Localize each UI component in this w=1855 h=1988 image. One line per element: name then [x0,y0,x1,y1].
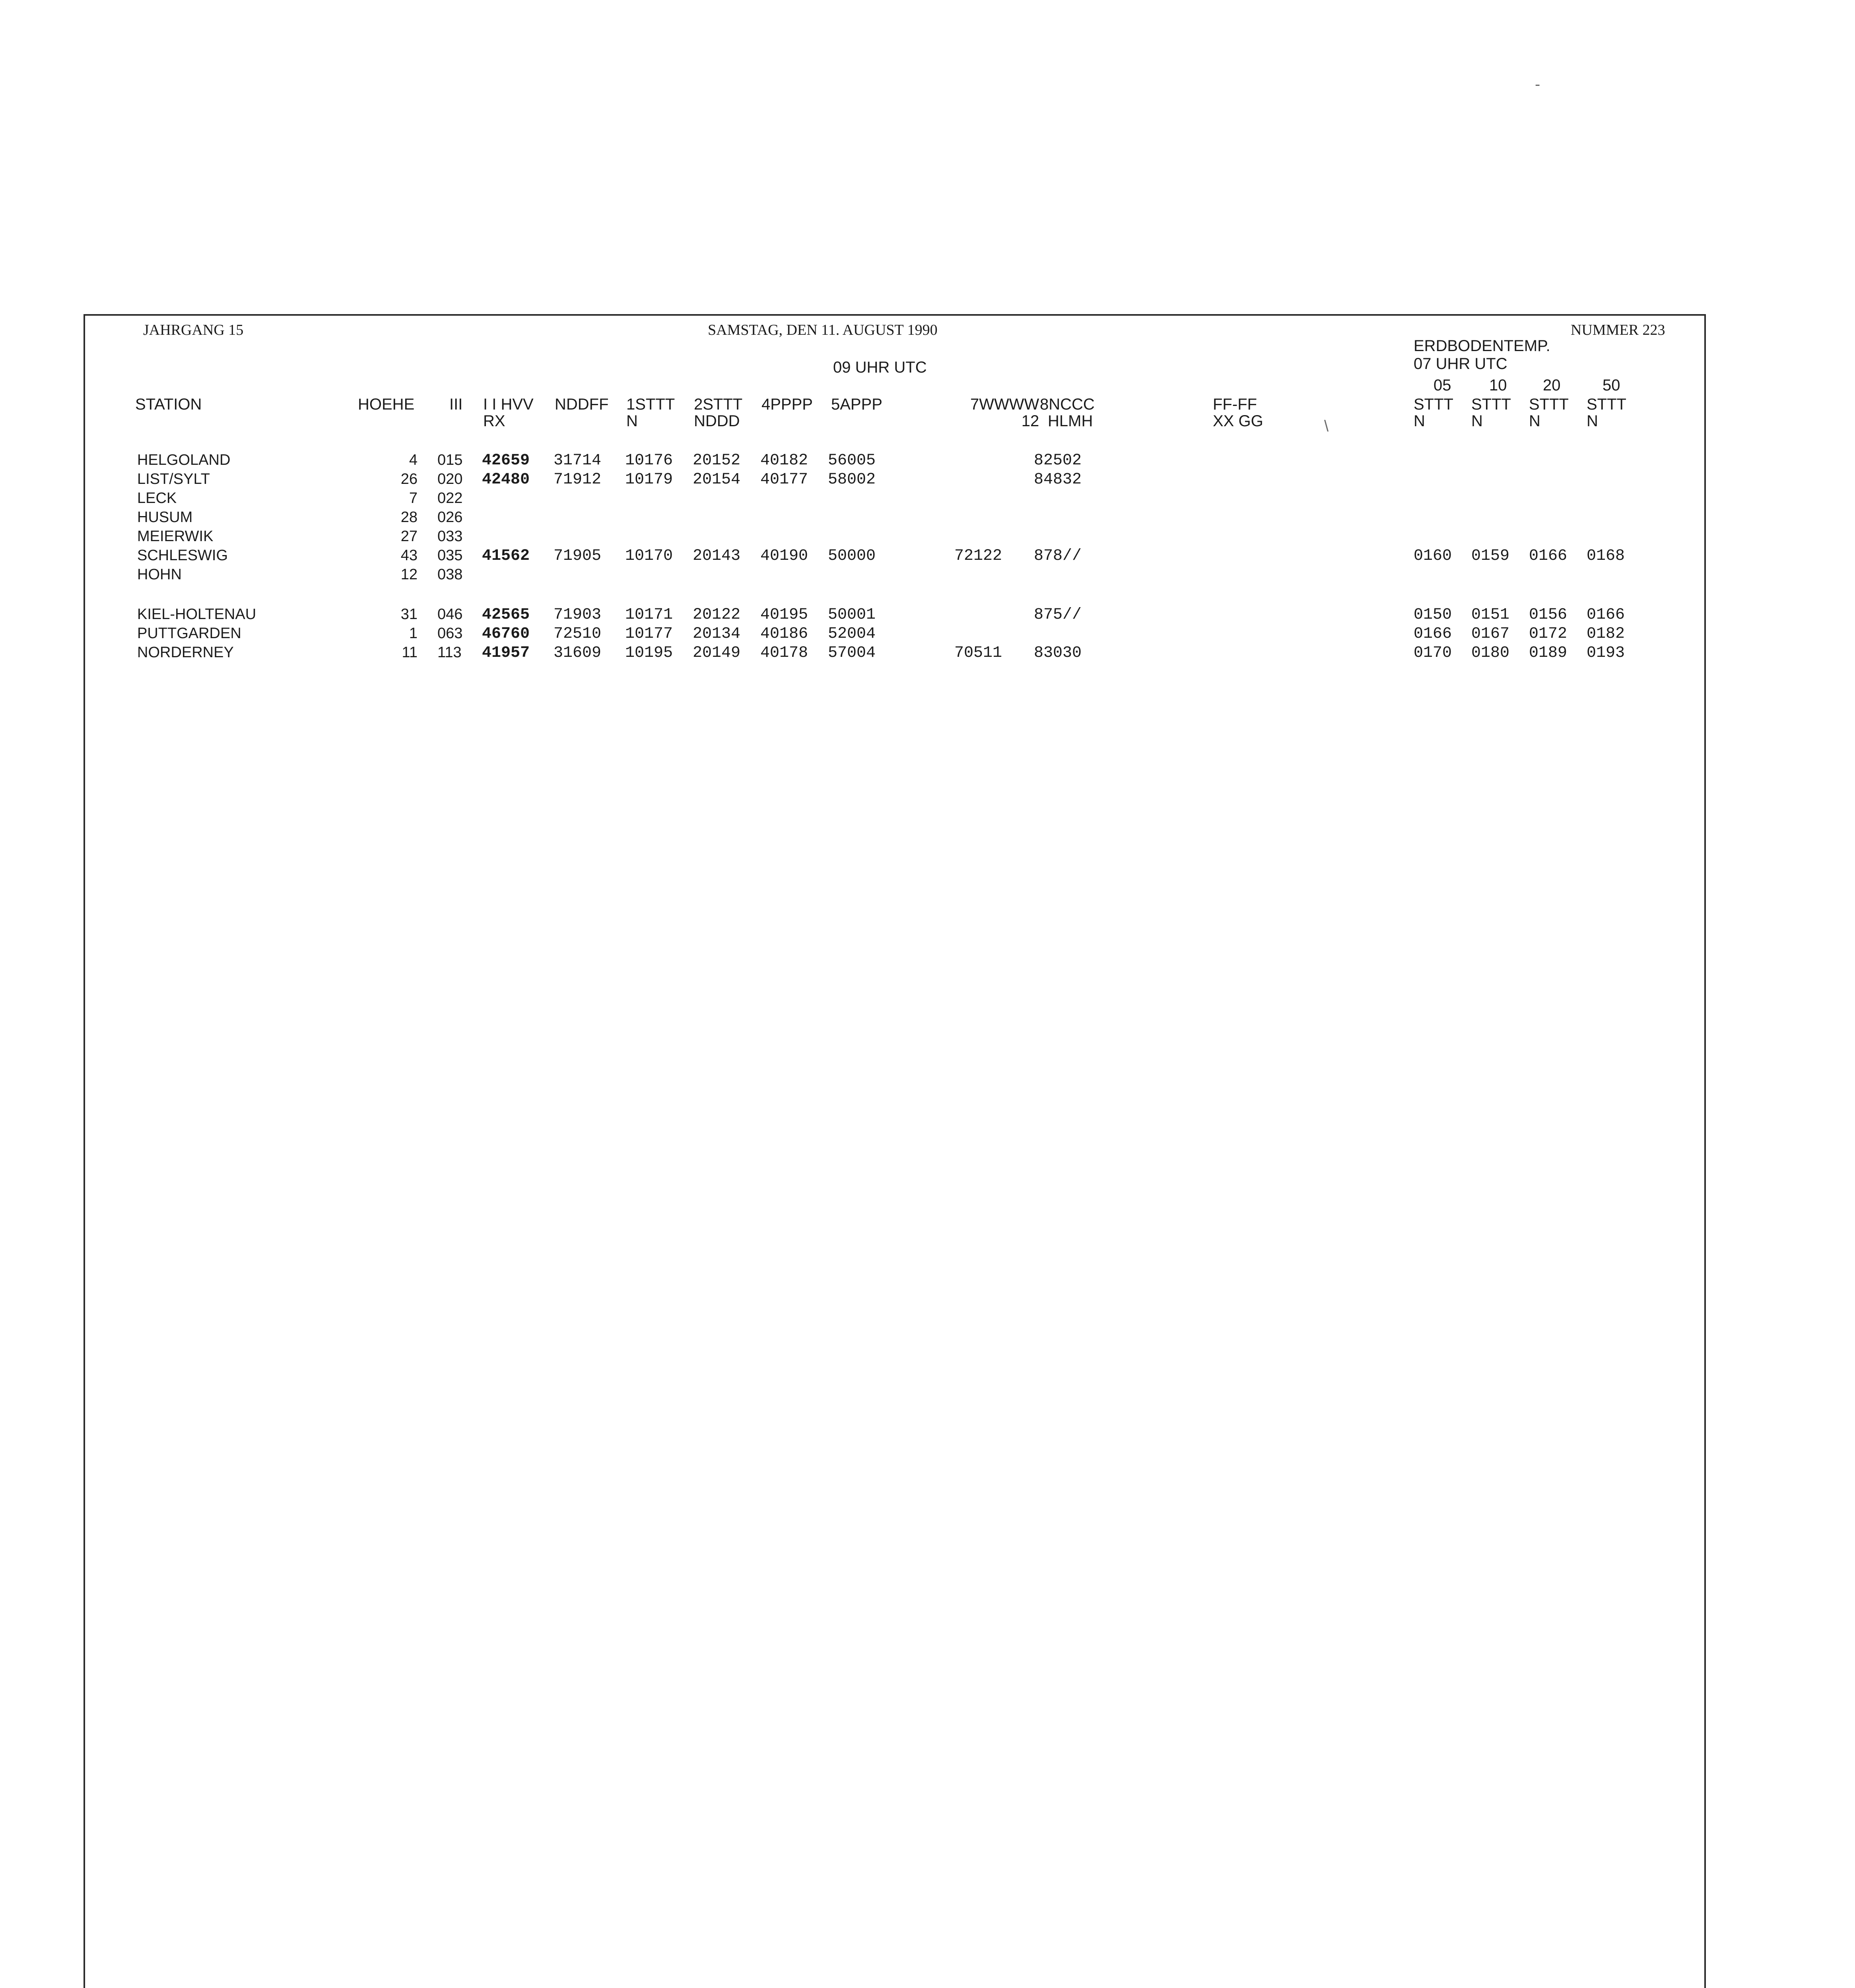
soil-05: 0170 [1414,644,1452,662]
group-5appp: 58002 [828,471,876,489]
col-f2: NDDFF [555,396,609,413]
col-f3-line1: 1STTT [626,396,675,413]
group-nddff: 71903 [554,606,602,624]
group-nddff: 72510 [554,625,602,643]
soil-depth-50: 50 [1602,377,1620,394]
soil-50: 0193 [1587,644,1625,662]
group-8nccc: 878// [1034,547,1082,565]
group-2sttt: 20134 [693,625,741,643]
group-2sttt: 20122 [693,606,741,624]
group-iihvv: 41957 [482,644,530,662]
issue-number: NUMMER 223 [1571,322,1665,338]
soil-depth-20: 20 [1543,377,1561,394]
station-hoehe: 43 [400,547,418,564]
station-iii: 038 [437,566,463,583]
station-name: HELGOLAND [137,452,231,468]
station-hoehe: 1 [409,625,418,642]
scan-speck: - [1535,76,1540,93]
group-2sttt: 20143 [693,547,741,565]
group-8nccc: 875// [1034,606,1082,624]
group-4pppp: 40195 [760,606,808,624]
group-2sttt: 20149 [693,644,741,662]
group-4pppp: 40190 [760,547,808,565]
group-1sttt: 10195 [625,644,673,662]
table-row [0,490,1855,509]
station-name: KIEL-HOLTENAU [137,606,256,623]
soil-20: 0166 [1529,547,1568,565]
group-8nccc: 82502 [1034,452,1082,470]
soil-depth-05: 05 [1433,377,1451,394]
group-4pppp: 40182 [760,452,808,470]
col-f4 [694,396,742,429]
station-name: HUSUM [137,509,193,526]
group-1sttt: 10170 [625,547,673,565]
soil-10: 0151 [1471,606,1510,624]
group-7wwww: 72122 [954,547,1002,565]
col-soil-stt-10-line1: STTT [1471,396,1511,413]
group-5appp: 50000 [828,547,876,565]
col-f9 [1213,396,1263,429]
station-iii: 015 [437,452,463,468]
group-8nccc: 83030 [1034,644,1082,662]
group-4pppp: 40186 [760,625,808,643]
col-f8-line1: 8NCCC [1040,396,1095,413]
station-iii: 035 [437,547,463,564]
col-station: STATION [135,396,202,413]
soil-20: 0156 [1529,606,1568,624]
station-name: LIST/SYLT [137,471,210,487]
volume-label: JAHRGANG 15 [143,322,244,338]
group-4pppp: 40178 [760,644,808,662]
col-f3 [626,396,675,429]
group-7wwww: 70511 [954,644,1002,662]
group-1sttt: 10171 [625,606,673,624]
col-f5: 4PPPP [761,396,813,413]
station-name: PUTTGARDEN [137,625,241,642]
station-iii: 063 [437,625,463,642]
col-f9-line2: XX GG [1213,412,1263,430]
soil-05: 0160 [1414,547,1452,565]
soil-20: 0189 [1529,644,1568,662]
soil-05: 0166 [1414,625,1452,643]
observation-time: 09 UHR UTC [833,359,927,376]
station-hoehe: 7 [409,490,418,507]
station-hoehe: 27 [400,528,418,545]
soil-50: 0182 [1587,625,1625,643]
station-hoehe: 28 [400,509,418,526]
group-nddff: 71912 [554,471,602,489]
station-iii: 026 [437,509,463,526]
group-1sttt: 10176 [625,452,673,470]
group-iihvv: 42565 [482,606,530,624]
soil-10: 0167 [1471,625,1510,643]
col-f1-line2: RX [483,412,505,430]
col-f8 [1040,396,1095,429]
station-iii: 022 [437,490,463,507]
station-iii: 113 [437,644,462,661]
table-row [0,606,1855,625]
col-f4-line2: NDDD [694,412,740,430]
col-f8-line2: HLMH [1048,412,1093,430]
group-nddff: 31714 [554,452,602,470]
soil-05: 0150 [1414,606,1452,624]
group-5appp: 52004 [828,625,876,643]
group-5appp: 56005 [828,452,876,470]
group-8nccc: 84832 [1034,471,1082,489]
col-f1-line1: I I HVV [483,396,534,413]
date-label: SAMSTAG, DEN 11. AUGUST 1990 [708,322,938,338]
table-row [0,471,1855,490]
station-hoehe: 12 [400,566,418,583]
group-nddff: 31609 [554,644,602,662]
table-row [0,644,1855,663]
col-soil-n-05: N [1414,412,1425,430]
col-f1 [483,396,534,429]
group-4pppp: 40177 [760,471,808,489]
station-iii: 033 [437,528,463,545]
soil-50: 0168 [1587,547,1625,565]
col-f9-line1: FF-FF [1213,396,1257,413]
group-2sttt: 20152 [693,452,741,470]
group-iihvv: 42480 [482,471,530,489]
group-iihvv: 42659 [482,452,530,470]
group-iihvv: 46760 [482,625,530,643]
col-soil-stt-20 [1529,396,1569,429]
col-soil-n-50: N [1587,412,1598,430]
col-soil-stt-20-line1: STTT [1529,396,1569,413]
col-iii: III [449,396,463,413]
group-1sttt: 10179 [625,471,673,489]
soil-temp-title: ERDBODENTEMP. [1414,337,1550,355]
col-f7 [970,396,1039,429]
soil-10: 0180 [1471,644,1510,662]
col-f6: 5APPP [831,396,882,413]
table-row [0,452,1855,471]
station-name: MEIERWIK [137,528,214,545]
table-row [0,509,1855,528]
table-row [0,566,1855,585]
group-iihvv: 41562 [482,547,530,565]
scan-speck: \ [1324,417,1329,435]
soil-10: 0159 [1471,547,1510,565]
col-soil-n-20: N [1529,412,1540,430]
col-soil-n-10: N [1471,412,1483,430]
group-5appp: 50001 [828,606,876,624]
group-5appp: 57004 [828,644,876,662]
col-soil-stt-05 [1414,396,1453,429]
station-name: HOHN [137,566,182,583]
station-iii: 046 [437,606,463,623]
soil-depth-10: 10 [1489,377,1507,394]
group-2sttt: 20154 [693,471,741,489]
table-row [0,625,1855,644]
col-soil-stt-05-line1: STTT [1414,396,1453,413]
group-nddff: 71905 [554,547,602,565]
col-soil-stt-10 [1471,396,1511,429]
station-name: NORDERNEY [137,644,234,661]
station-hoehe: 4 [409,452,418,468]
station-hoehe: 31 [400,606,418,623]
soil-temp-time: 07 UHR UTC [1414,355,1507,373]
col-f7-line1: 7WWWW [970,396,1039,413]
station-name: LECK [137,490,177,507]
group-1sttt: 10177 [625,625,673,643]
station-hoehe: 11 [402,644,418,661]
col-soil-stt-50-line1: STTT [1587,396,1626,413]
col-hoehe: HOEHE [358,396,415,413]
station-iii: 020 [437,471,463,487]
col-f4-line1: 2STTT [694,396,743,413]
col-f7-line2: 12 [1021,412,1039,430]
table-row [0,547,1855,566]
station-name: SCHLESWIG [137,547,228,564]
table-row [0,528,1855,547]
soil-20: 0172 [1529,625,1568,643]
col-soil-stt-50 [1587,396,1626,429]
col-f3-line2: N [626,412,638,430]
station-hoehe: 26 [400,471,418,487]
soil-50: 0166 [1587,606,1625,624]
